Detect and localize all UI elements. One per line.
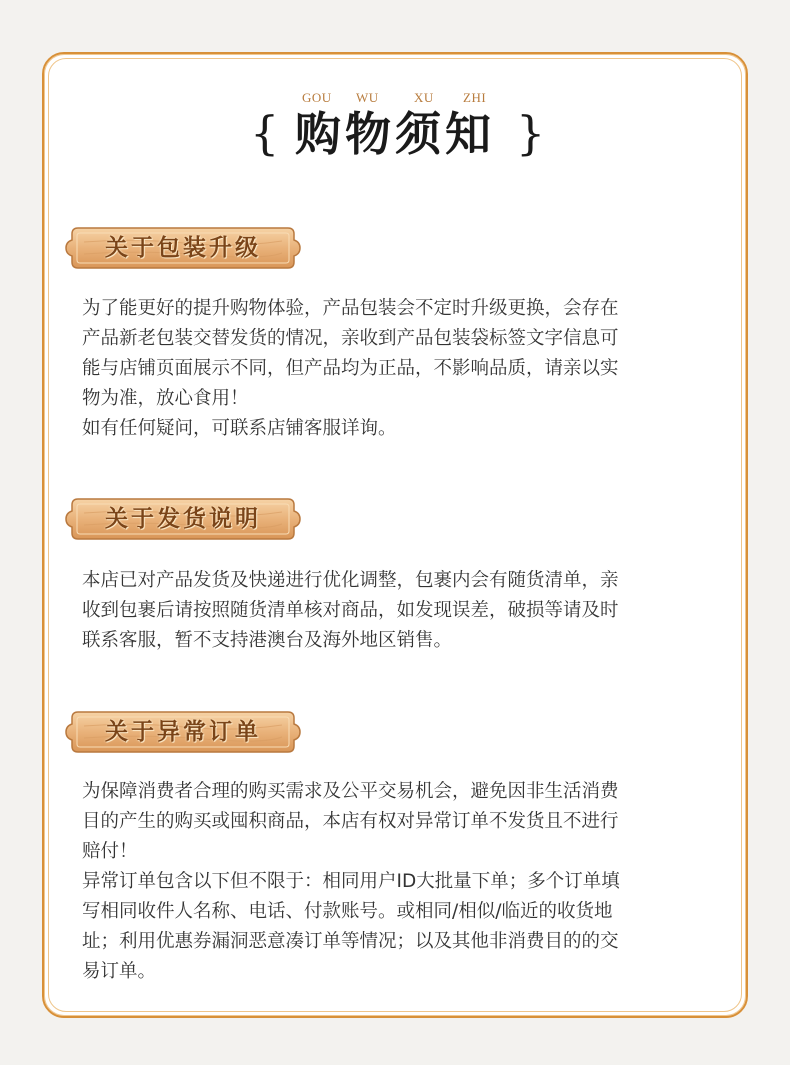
- brace-close: }: [516, 106, 546, 160]
- body-line: 易订单。: [82, 961, 157, 982]
- pinyin-wu: WU: [356, 90, 379, 105]
- brace-open: {: [250, 106, 280, 160]
- body-line: 址；利用优惠券漏洞恶意凑订单等情况；以及其他非消费目的的交: [82, 931, 619, 952]
- body-line: 写相同收件人名称、电话、付款账号。或相同/相似/临近的收货地: [82, 901, 613, 922]
- section-heading-plaque: [64, 493, 302, 545]
- body-line: 目的产生的购买或囤积商品，本店有权对异常订单不发货且不进行: [82, 811, 619, 832]
- section-heading: 关于异常订单: [105, 718, 261, 745]
- pinyin-xu: XU: [414, 90, 434, 105]
- body-line: 赔付！: [82, 841, 138, 862]
- body-line: 为了能更好的提升购物体验，产品包装会不定时升级更换，会存在: [82, 298, 619, 319]
- section-body: [82, 566, 712, 656]
- pinyin-gou: GOU: [302, 90, 332, 105]
- body-line: 异常订单包含以下但不限于：相同用户ID大批量下单；多个订单填: [82, 871, 620, 892]
- body-line: 物为准，放心食用！: [82, 388, 249, 409]
- body-line: 联系客服，暂不支持港澳台及海外地区销售。: [82, 630, 453, 651]
- section-heading: 关于包装升级: [105, 234, 261, 261]
- section-heading-plaque: [64, 222, 302, 274]
- body-line: 为保障消费者合理的购买需求及公平交易机会，避免因非生活消费: [82, 781, 619, 802]
- body-line: 如有任何疑问，可联系店铺客服详询。: [82, 418, 397, 439]
- section-body: [82, 777, 712, 987]
- section-body: [82, 294, 712, 444]
- page-title: 购物须知: [295, 107, 495, 161]
- body-line: 收到包裹后请按照随货清单核对商品，如发现误差，破损等请及时: [82, 600, 619, 621]
- body-line: 产品新老包装交替发货的情况，亲收到产品包装袋标签文字信息可: [82, 328, 619, 349]
- page-title-block: [0, 102, 790, 166]
- body-line: 能与店铺页面展示不同，但产品均为正品，不影响品质，请亲以实: [82, 358, 619, 379]
- body-line: 本店已对产品发货及快递进行优化调整，包裹内会有随货清单，亲: [82, 570, 619, 591]
- section-heading: 关于发货说明: [105, 505, 261, 532]
- pinyin-zhi: ZHI: [463, 90, 487, 105]
- section-heading-plaque: [64, 706, 302, 758]
